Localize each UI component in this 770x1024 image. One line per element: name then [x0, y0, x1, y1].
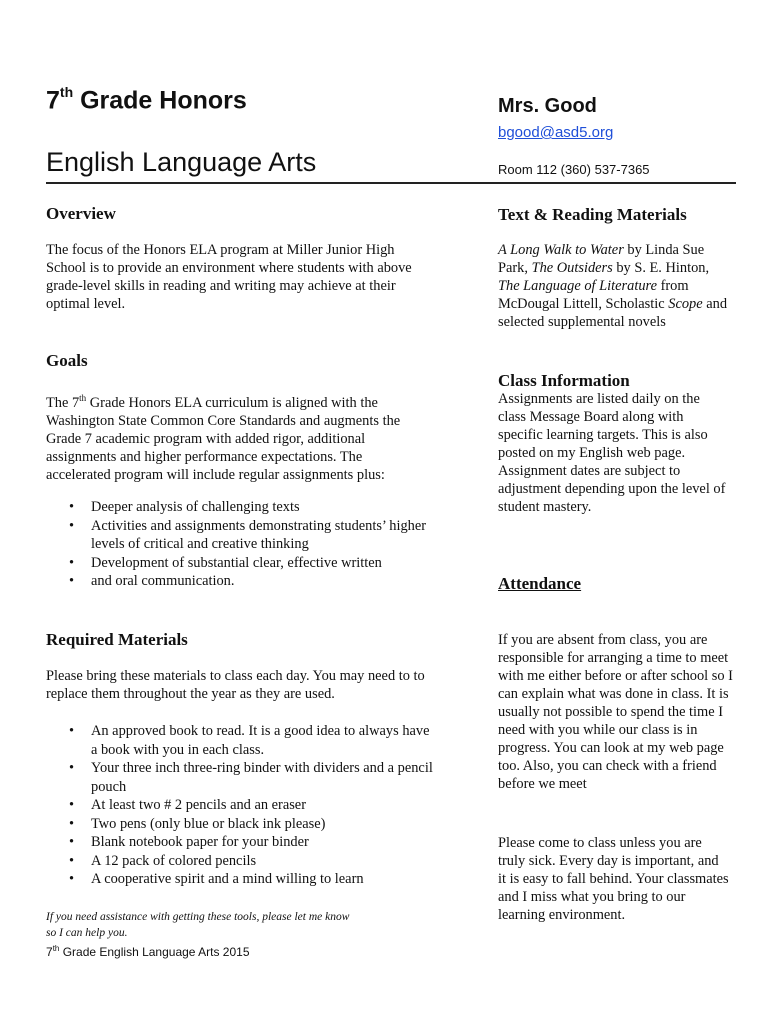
- list-item: • Two pens (only blue or black ink please): [46, 815, 436, 834]
- overview-text: The focus of the Honors ELA program at Miller Junior High School is to provide an environment where students with above grade-level skills in reading and writing may achieve at their optimal level.: [46, 242, 412, 312]
- list-item: • A 12 pack of colored pencils: [46, 852, 436, 871]
- list-item: • Blank notebook paper for your binder: [46, 833, 436, 852]
- attendance-text-2: Please come to class unless you are truly sick. Every day is important, and it is easy to fall behind. Your classmates and I miss what you bring to our learning environment.: [498, 835, 729, 923]
- list-item: • Activities and assignments demonstrating students’ higher levels of critical and creative thinking: [46, 517, 436, 554]
- reading-text: A Long Walk to Water by Linda Sue Park, The Outsiders by S. E. Hinton, The Language of Literature from McDougal Littell, Scholastic Scope and selected supplemental novels: [498, 242, 728, 330]
- page-title: 7th Grade Honors: [46, 84, 247, 115]
- attendance-heading: Attendance: [498, 574, 582, 593]
- list-item: • Deeper analysis of challenging texts: [46, 498, 436, 517]
- class-info-text: Assignments are listed daily on the class Message Board along with specific learning targets. This is also posted on my English web page. Assignment dates are subject to adjustment depending upon the level of student mastery.: [498, 391, 726, 515]
- goals-heading: Goals: [46, 351, 88, 370]
- list-item: • A cooperative spirit and a mind willing to learn: [46, 870, 436, 889]
- list-item: • An approved book to read. It is a good idea to always have a book with you in each class.: [46, 722, 436, 759]
- page-footer: 7th Grade English Language Arts 2015: [46, 944, 250, 959]
- reading-heading: Text & Reading Materials: [498, 205, 687, 224]
- materials-note: If you need assistance with getting these tools, please let me know so I can help you.: [46, 911, 350, 939]
- list-item: • and oral communication.: [46, 572, 436, 591]
- attendance-text-1: If you are absent from class, you are responsible for arranging a time to meet with me either before or after school so I can explain what was done in class. It is usually not possible to spend the time I need with you while our class is in progress. You can look at my web page too. Also, you can check with a friend before we meet: [498, 632, 733, 792]
- room-phone: Room 112 (360) 537-7365: [498, 162, 650, 177]
- list-item: • Your three inch three-ring binder with dividers and a pencil pouch: [46, 759, 436, 796]
- header-divider: [46, 182, 736, 184]
- goals-list: [46, 498, 436, 591]
- list-item: • Development of substantial clear, effective written: [46, 554, 436, 573]
- teacher-name: Mrs. Good: [498, 95, 597, 117]
- overview-heading: Overview: [46, 204, 116, 223]
- class-info-heading: Class Information: [498, 371, 630, 390]
- email-link[interactable]: bgood@asd5.org: [498, 124, 614, 141]
- materials-intro: Please bring these materials to class each day. You may need to to replace them throughout the year as they are used.: [46, 668, 425, 702]
- materials-list: [46, 722, 436, 889]
- list-item: • At least two # 2 pencils and an eraser: [46, 796, 436, 815]
- materials-heading: Required Materials: [46, 630, 188, 649]
- page-subtitle: English Language Arts: [46, 147, 317, 177]
- goals-text: The 7th Grade Honors ELA curriculum is aligned with the Washington State Common Core Standards and augments the Grade 7 academic program with added rigor, additional assignments and higher performance expectations. The accelerated program will include regular assignments plus:: [46, 393, 401, 483]
